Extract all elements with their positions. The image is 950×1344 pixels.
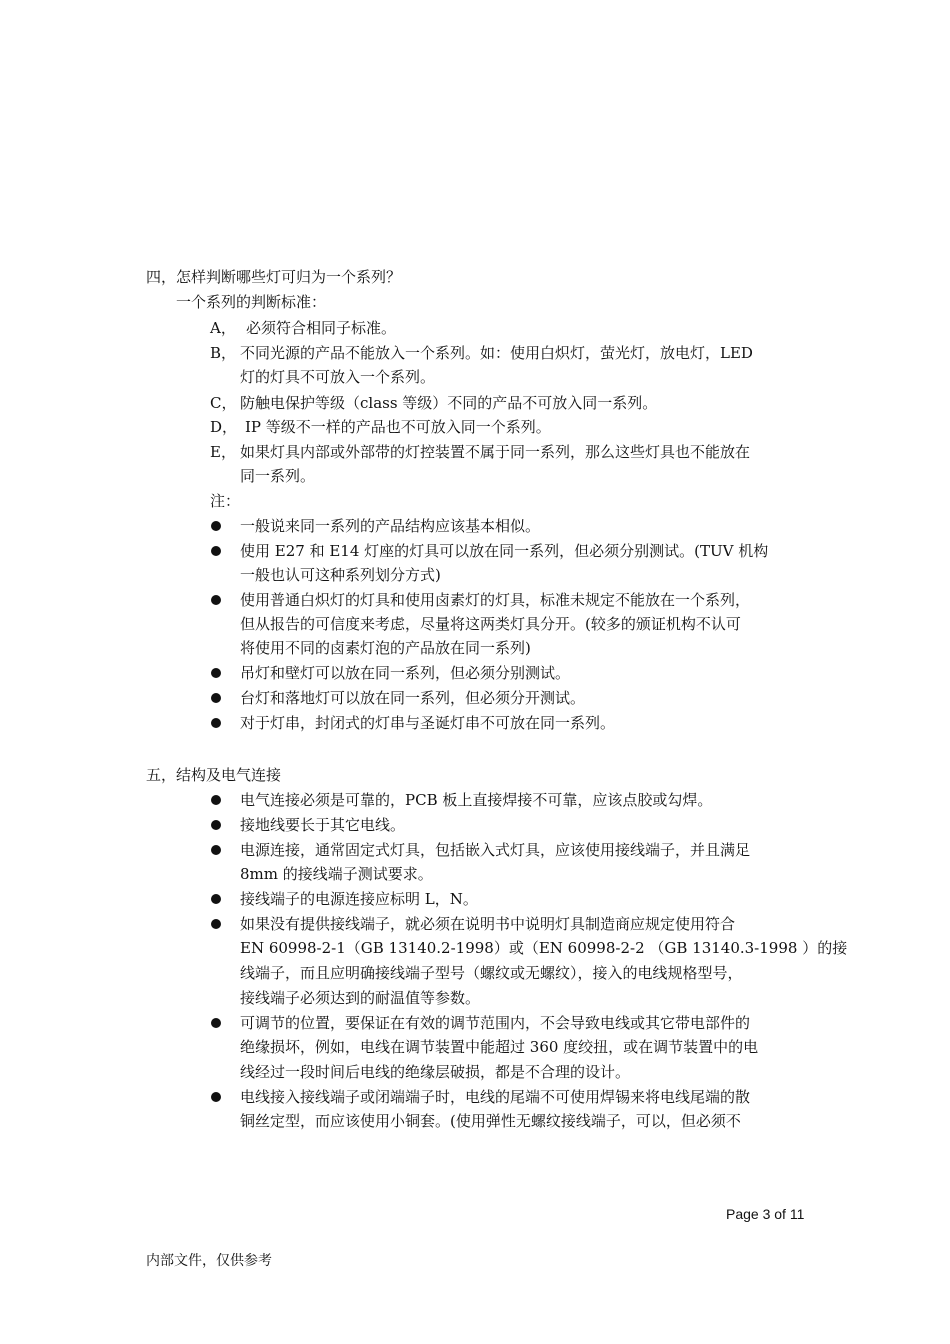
criteria-b-label: B， xyxy=(210,344,237,362)
bullet-dot xyxy=(211,1092,221,1102)
criteria-a-label: A， xyxy=(210,319,236,337)
s5-bullet-5-cont1: EN 60998-2-1（GB 13140.2-1998）或（EN 60998-2-2 （GB 13140.3-1998 ）的接 xyxy=(240,939,848,957)
criteria-d-text: IP 等级不一样的产品也不可放入同一个系列。 xyxy=(245,418,551,436)
bullet-dot xyxy=(211,668,221,678)
bullet-dot xyxy=(211,820,221,830)
footer-note: 内部文件，仅供参考 xyxy=(146,1253,272,1269)
note-2: 使用 E27 和 E14 灯座的灯具可以放在同一系列，但必须分别测试。(TUV 机构 xyxy=(240,542,769,560)
note-label: 注： xyxy=(210,492,241,510)
note-1: 一般说来同一系列的产品结构应该基本相似。 xyxy=(240,517,541,535)
s5-bullet-6-cont2: 线经过一段时间后电线的绝缘层破损，都是不合理的设计。 xyxy=(240,1063,631,1081)
section4-heading: 四，怎样判断哪些灯可归为一个系列？ xyxy=(146,268,402,286)
page-number: Page 3 of 11 xyxy=(726,1206,805,1222)
criteria-b-text-cont: 灯的灯具不可放入一个系列。 xyxy=(240,368,436,386)
s5-bullet-4: 接线端子的电源连接应标明 L，N。 xyxy=(240,890,478,908)
criteria-title: 一个系列的判断标准： xyxy=(176,293,327,311)
s5-bullet-6-cont1: 绝缘损坏，例如，电线在调节装置中能超过 360 度绞扭，或在调节装置中的电 xyxy=(240,1038,759,1056)
s5-bullet-5-cont2: 线端子，而且应明确接线端子型号（螺纹或无螺纹），接入的电线规格型号， xyxy=(240,964,743,982)
bullet-dot xyxy=(211,718,221,728)
criteria-e-text: 如果灯具内部或外部带的灯控装置不属于同一系列，那么这些灯具也不能放在 xyxy=(240,443,751,461)
criteria-b-text: 不同光源的产品不能放入一个系列。如：使用白炽灯，萤光灯，放电灯，LED xyxy=(240,344,753,362)
bullet-dot xyxy=(211,845,221,855)
note-3-cont2: 将使用不同的卤素灯泡的产品放在同一系列) xyxy=(240,639,531,657)
s5-bullet-5: 如果没有提供接线端子，就必须在说明书中说明灯具制造商应规定使用符合 xyxy=(240,915,736,933)
s5-bullet-6: 可调节的位置，要保证在有效的调节范围内，不会导致电线或其它带电部件的 xyxy=(240,1014,751,1032)
criteria-d-label: D， xyxy=(210,418,238,436)
bullet-dot xyxy=(211,521,221,531)
bullet-dot xyxy=(211,546,221,556)
bullet-dot xyxy=(211,894,221,904)
note-6: 对于灯串，封闭式的灯串与圣诞灯串不可放在同一系列。 xyxy=(240,714,616,732)
criteria-e-text-cont: 同一系列。 xyxy=(240,467,316,485)
s5-bullet-7: 电线接入接线端子或闭端端子时，电线的尾端不可使用焊锡来将电线尾端的散 xyxy=(240,1088,751,1106)
criteria-a-text: 必须符合相同子标准。 xyxy=(246,319,397,337)
note-3: 使用普通白炽灯的灯具和使用卤素灯的灯具，标准未规定不能放在一个系列， xyxy=(240,591,751,609)
section5-heading: 五，结构及电气连接 xyxy=(146,766,282,784)
s5-bullet-2: 接地线要长于其它电线。 xyxy=(240,816,406,834)
bullet-dot xyxy=(211,693,221,703)
s5-bullet-7-cont: 铜丝定型，而应该使用小铜套。(使用弹性无螺纹接线端子，可以，但必须不 xyxy=(240,1112,741,1130)
bullet-dot xyxy=(211,595,221,605)
bullet-dot xyxy=(211,795,221,805)
bullet-dot xyxy=(211,919,221,929)
note-3-cont1: 但从报告的可信度来考虑，尽量将这两类灯具分开。(较多的颁证机构不认可 xyxy=(240,615,741,633)
s5-bullet-5-cont3: 接线端子必须达到的耐温值等参数。 xyxy=(240,989,481,1007)
note-4: 吊灯和壁灯可以放在同一系列，但必须分别测试。 xyxy=(240,664,571,682)
s5-bullet-1: 电气连接必须是可靠的，PCB 板上直接焊接不可靠，应该点胶或勾焊。 xyxy=(240,791,713,809)
criteria-c-text: 防触电保护等级（class 等级）不同的产品不可放入同一系列。 xyxy=(240,394,658,412)
s5-bullet-3-cont: 8mm 的接线端子测试要求。 xyxy=(240,865,433,883)
s5-bullet-3: 电源连接，通常固定式灯具，包括嵌入式灯具，应该使用接线端子，并且满足 xyxy=(240,841,751,859)
note-2-cont: 一般也认可这种系列划分方式) xyxy=(240,566,441,584)
criteria-c-label: C， xyxy=(210,394,237,412)
bullet-dot xyxy=(211,1018,221,1028)
criteria-e-label: E， xyxy=(210,443,236,461)
note-5: 台灯和落地灯可以放在同一系列，但必须分开测试。 xyxy=(240,689,586,707)
